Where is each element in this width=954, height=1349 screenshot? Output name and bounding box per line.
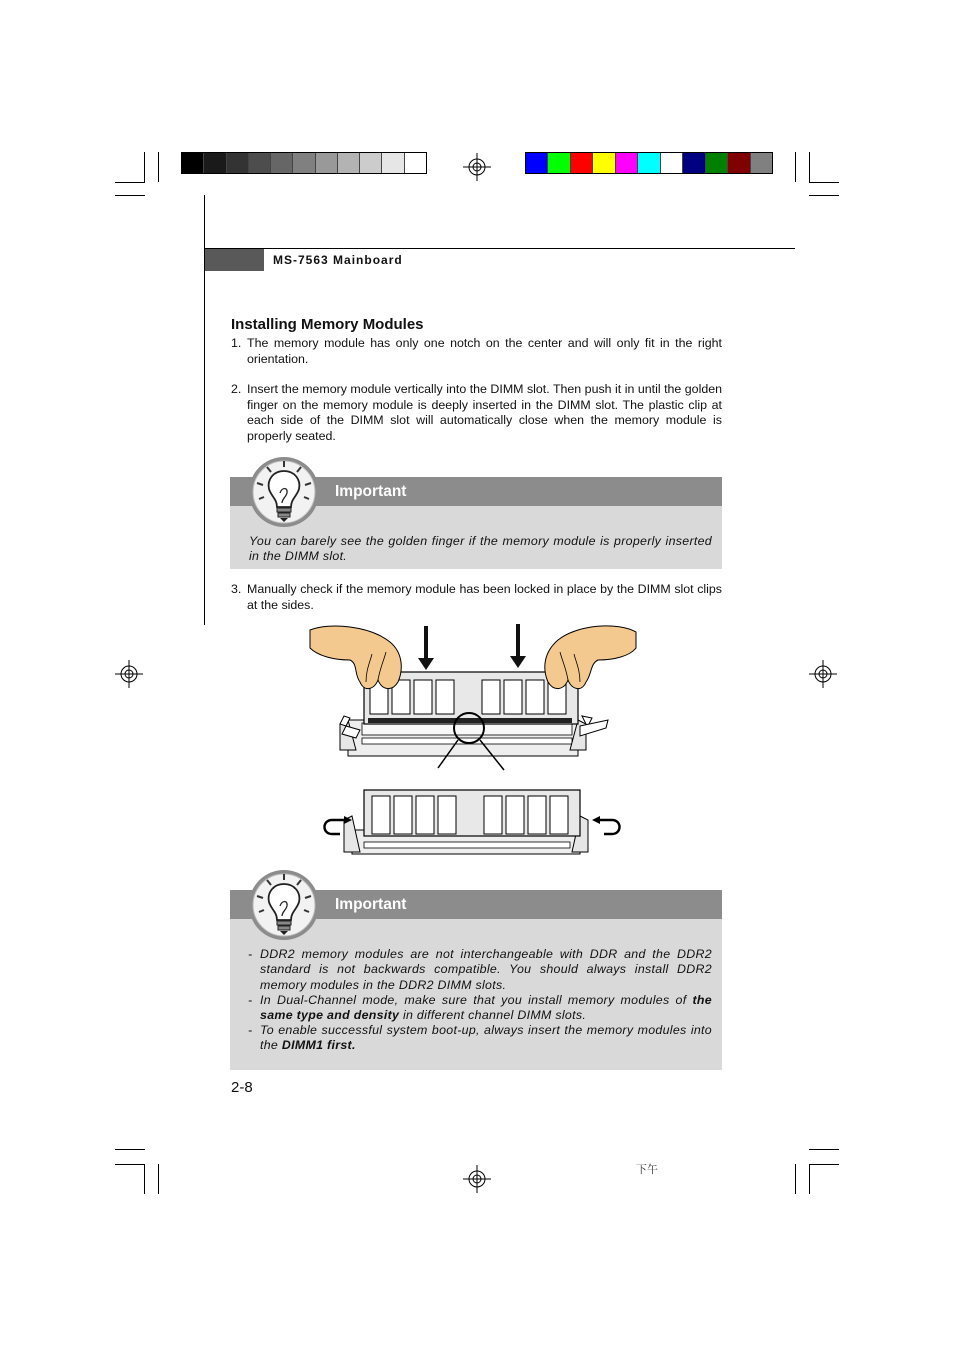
gray-swatch: [271, 153, 293, 173]
color-swatch: [526, 153, 548, 173]
page-number: 2-8: [231, 1079, 253, 1096]
left-margin-rule: [204, 195, 205, 625]
hand-icon: [545, 626, 636, 689]
step-text: Manually check if the memory module has been locked in place by the DIMM slot clips at the sides.: [247, 582, 722, 612]
color-swatch: [638, 153, 660, 173]
step-1: [231, 336, 722, 367]
gray-calibration-bar: [181, 152, 427, 174]
step-number: 1.: [231, 336, 242, 350]
footer-mark: 下午: [636, 1164, 658, 1176]
lightbulb-icon: [247, 868, 321, 942]
memory-installation-illustration: [300, 620, 645, 865]
gray-swatch: [249, 153, 271, 173]
section-title: Installing Memory Modules: [231, 316, 424, 333]
important-bullet-2: - In Dual-Channel mode, make sure that you install memory modules of the same type and density in different channel DIMM slots.: [248, 993, 712, 1023]
color-swatch: [661, 153, 683, 173]
down-arrow-icon: [510, 624, 526, 668]
gray-swatch: [204, 153, 226, 173]
important-label: Important: [335, 483, 407, 500]
color-swatch: [706, 153, 728, 173]
gray-swatch: [338, 153, 360, 173]
gray-swatch: [182, 153, 204, 173]
step-3: [231, 582, 722, 613]
gray-swatch: [360, 153, 382, 173]
important-bullet-1: - DDR2 memory modules are not interchangeable with DDR and the DDR2 standard is not backwards compatible. You should always install DDR2 memory modules in the DDR2 DIMM slots.: [248, 947, 712, 992]
color-swatch: [728, 153, 750, 173]
color-swatch: [751, 153, 772, 173]
header-tab: [205, 249, 264, 271]
hand-icon: [310, 626, 401, 689]
color-swatch: [593, 153, 615, 173]
color-swatch: [616, 153, 638, 173]
gray-swatch: [227, 153, 249, 173]
step-text: The memory module has only one notch on the center and will only fit in the right orientation.: [247, 336, 722, 366]
color-swatch: [571, 153, 593, 173]
gray-swatch: [382, 153, 404, 173]
crosshair-registration-icon: [463, 1165, 491, 1193]
important-note: You can barely see the golden finger if the memory module is properly inserted in the DIMM slot.: [249, 534, 712, 564]
down-arrow-icon: [418, 626, 434, 670]
gray-swatch: [316, 153, 338, 173]
color-calibration-bar: [525, 152, 773, 174]
color-swatch: [548, 153, 570, 173]
memory-module-bottom: [364, 790, 580, 836]
important-label: Important: [335, 896, 407, 913]
crosshair-registration-icon: [809, 660, 837, 688]
header-title: MS-7563 Mainboard: [273, 253, 403, 267]
crosshair-registration-icon: [115, 660, 143, 688]
step-2: [231, 382, 722, 444]
gray-swatch: [293, 153, 315, 173]
important-bullet-3: - To enable successful system boot-up, always insert the memory modules into the DIMM1 first.: [248, 1023, 712, 1053]
crosshair-registration-icon: [463, 153, 491, 181]
step-text: Insert the memory module vertically into the DIMM slot. Then push it in until the golden finger on the memory module is deeply inserted in the DIMM slot. The plastic clip at each side of the DIMM slot will automatically close when the memory module is properly seated.: [247, 382, 722, 443]
lightbulb-icon: [247, 455, 321, 529]
gray-swatch: [405, 153, 426, 173]
color-swatch: [683, 153, 705, 173]
header-rule: [205, 248, 795, 249]
step-number: 2.: [231, 382, 242, 396]
step-number: 3.: [231, 582, 242, 596]
